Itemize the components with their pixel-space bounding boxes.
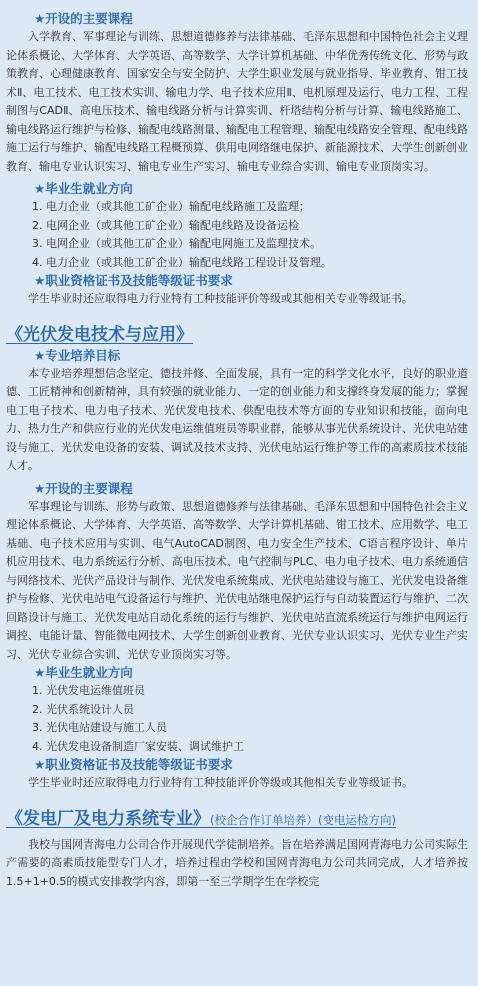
employment-heading: ★毕业生就业方向 [34, 181, 133, 196]
employment-item: 2. 电网企业（或其他工矿企业）输配电线路及设备运检 [32, 218, 299, 232]
goal-text: 本专业培养理想信念坚定、德技并修、全面发展，具有一定的科学文化水平，良好的职业道德、工匠精神和创新精神，具有较强的就业能力、一定的创业能力和支撑终身发展的能力；掌握电工电子技术、电力电子技术、光伏发电技术、供配电技术等方面的专业知识和技能，面向电力、热力生产和供应行业的光伏发电运维值班员等职业群，能够从事光伏系统设计、光伏电站建设与施工、光伏发电设备的安装、调试及技术支持、光伏电站运行维护等工作的高素质技术技能人才。 [6, 366, 468, 472]
courses-text: 入学教育、军事理论与训练、思想道德修养与法律基础、毛泽东思想和中国特色社会主义理论体系概论、大学体育、大学英语、高等数学、大学计算机基础、中华优秀传统文化、形势与政策教育、心理健康教育、国家安全与安全防护、大学生职业发展与就业指导、毕业教育、钳工技术Ⅱ、电工技术、电工技术实训、输电力学、电子技术应用Ⅱ、电机原理及运行、电力工程、工程制图与CADⅡ、高电压技术、输电线路分析与计算实训、杆塔结构分析与计算、输电线路施工、输电线路运行维护与检修、输配电线路测量、输配电工程管理、输配电线路安全管理、配电线路施工运行与维护、输配电线路工程概预算、供用电网络继电保护、新能源技术、大学生创新创业教育、输电专业认识实习、输电专业生产实习、输电专业综合实训、输电专业顶岗实习。 [6, 30, 468, 173]
courses-text: 军事理论与训练、形势与政策、思想道德修养与法律基础、毛泽东思想和中国特色社会主义理论体系概论、大学体育、大学英语、高等数学、大学计算机基础、钳工技术、应用数学、电工基础、电子技术应用与实训、电气AutoCAD制图、电力安全生产技术、C语言程序设计、单片机应用技术、电力系统运行分析、高电压技术、电气控制与PLC、电力电子技术、电力系统通信与网络技术、光伏产品设计与制作、光伏发电系统集成、光伏电站建设与施工、光伏发电设备维护与检修、光伏电站电气设备运行与维护、光伏电站继电保护运行与自动装置运行与维护、二次回路设计与施工、光伏发电站自动化系统的运行与维护、光伏电站直流系统运行与维护电网运行调控、电能计量、智能微电网技术、大学生创新创业教育、光伏专业认识实习、光伏专业生产实习、光伏专业综合实训、光伏专业顶岗实习等。 [6, 499, 468, 661]
employment-item: 2. 光伏系统设计人员 [32, 702, 134, 716]
courses-heading: ★开设的主要课程 [34, 11, 133, 26]
employment-item: 3. 电网企业（或其他工矿企业）输配电网施工及监理技术。 [32, 237, 321, 250]
employment-item: 1. 光伏发电运维值班员 [32, 684, 145, 697]
employment-item: 3. 光伏电站建设与施工人员 [32, 721, 167, 734]
intro-text: 我校与国网青海电力公司合作开展现代学徒制培养。旨在培养满足国网青海电力公司实际生产需要的高素质技能型专门人才，培养过程由学校和国网青海电力公司共同完成，人才培养按1.5+1+0.5的模式安排教学内容，即第一至三学期学生在学校完 [6, 837, 468, 888]
cert-heading: ★职业资格证书及技能等级证书要求 [34, 273, 233, 288]
courses-heading: ★开设的主要课程 [34, 480, 133, 496]
section-transmission [6, 10, 468, 309]
section-title-sub: (校企合作订单培养）(变电运检方向) [210, 812, 396, 827]
employment-heading: ★毕业生就业方向 [34, 665, 133, 680]
employment-item: 1. 电力企业（或其他工矿企业）输配电线路施工及监理； [32, 200, 310, 213]
goal-heading: ★专业培养目标 [34, 347, 121, 363]
section-title [6, 323, 468, 347]
employment-item: 4. 光伏发电设备制造厂家安装、调试维护工 [32, 739, 244, 753]
cert-text: 学生毕业时还应取得电力行业特有工种技能评价等级或其他相关专业等级证书。 [28, 292, 413, 305]
section-power-plant [6, 807, 468, 892]
section-title [6, 807, 468, 832]
employment-item: 4. 电力企业（或其他工矿企业）输配电线路工程设计及管理。 [32, 255, 332, 269]
section-title-main: 《光伏发电技术与应用》 [6, 324, 193, 345]
cert-heading: ★职业资格证书及技能等级证书要求 [34, 757, 233, 772]
section-title-main: 《发电厂及电力系统专业》 [6, 808, 210, 829]
section-photovoltaic [6, 323, 468, 793]
cert-text: 学生毕业时还应取得电力行业特有工种技能评价等级或其他相关专业等级证书。 [28, 776, 413, 789]
